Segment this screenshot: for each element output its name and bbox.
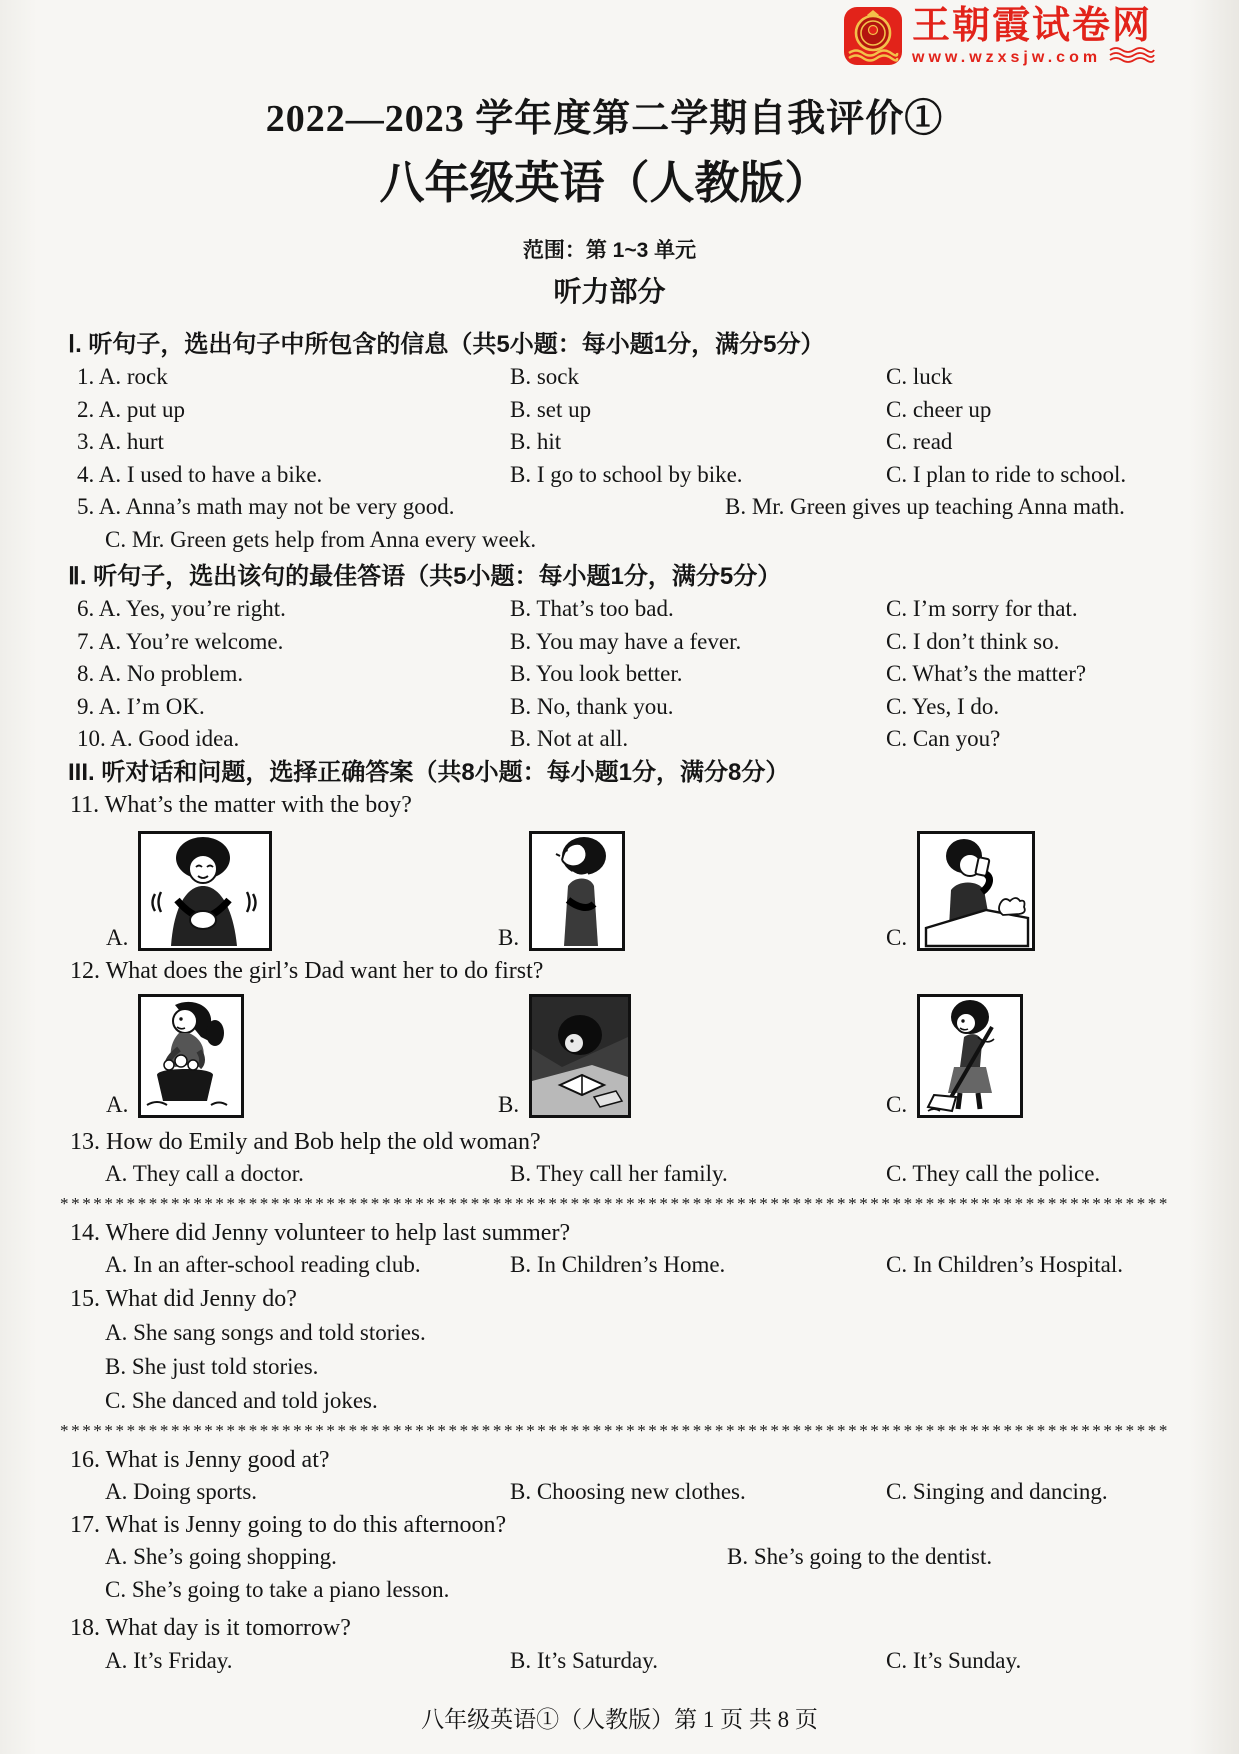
question-4-options (0, 459, 1239, 492)
question-16-options (0, 1476, 1239, 1509)
q11-figure-c (886, 831, 1035, 951)
q11-label-b: B. (498, 925, 520, 950)
question-17-options-ab (0, 1541, 1239, 1574)
question-12-pictures (0, 994, 1239, 1118)
q10-option-b: B. Not at all. (510, 726, 629, 751)
question-3-options (0, 426, 1239, 459)
q13-option-c: C. They call the police. (886, 1161, 1101, 1186)
q10-option-c: C. Can you? (886, 726, 1001, 751)
girl-sweeping-floor-icon (917, 994, 1023, 1118)
site-name: 王朝霞试卷网 (912, 5, 1153, 47)
boy-looking-up-sore-neck-icon (529, 831, 625, 951)
q2-option-c: C. cheer up (886, 396, 992, 422)
asterisk-separator: **************************************************************************************************** (60, 1193, 1170, 1213)
q11-figure-a (106, 831, 272, 951)
q4-option-c: C. I plan to ride to school. (886, 461, 1127, 487)
girl-doing-homework-icon (529, 994, 631, 1118)
brand-seal-icon (843, 6, 903, 73)
q14-option-b: B. In Children’s Home. (510, 1252, 726, 1277)
q1-option-c: C. luck (886, 364, 953, 389)
question-15-text: 15. What did Jenny do? (70, 1285, 297, 1312)
question-14-text: 14. Where did Jenny volunteer to help last summer? (70, 1219, 571, 1246)
q15-option-a: A. She sang songs and told stories. (105, 1319, 426, 1345)
wave-lines-icon (1108, 47, 1156, 68)
q8-option-c: C. What’s the matter? (886, 661, 1087, 686)
q12-label-a: A. (106, 1091, 129, 1117)
q8-option-a: 8. A. No problem. (77, 661, 244, 686)
q4-option-b: B. I go to school by bike. (510, 461, 743, 487)
question-14-options (0, 1249, 1239, 1282)
q17-option-a: A. She’s going shopping. (105, 1544, 337, 1569)
q5-option-c: C. Mr. Green gets help from Anna every week. (105, 526, 537, 552)
q17-option-b: B. She’s going to the dentist. (727, 1544, 993, 1569)
q16-option-b: B. Choosing new clothes. (510, 1479, 746, 1504)
q7-option-c: C. I don’t think so. (886, 628, 1060, 654)
q14-option-c: C. In Children’s Hospital. (886, 1252, 1124, 1277)
question-10-options (0, 723, 1239, 756)
q9-option-c: C. Yes, I do. (886, 693, 1000, 719)
q5-option-b: B. Mr. Green gives up teaching Anna math. (725, 494, 1125, 519)
q9-option-a: 9. A. I’m OK. (77, 693, 205, 719)
q13-option-b: B. They call her family. (510, 1161, 728, 1186)
q3-option-a: 3. A. hurt (77, 429, 164, 454)
q16-option-c: C. Singing and dancing. (886, 1479, 1108, 1504)
q12-label-b: B. (498, 1091, 520, 1117)
q12-figure-a (106, 994, 244, 1118)
q12-figure-c (886, 994, 1023, 1118)
question-18-text: 18. What day is it tomorrow? (70, 1615, 351, 1641)
question-2-options (0, 394, 1239, 427)
q5-option-a: 5. A. Anna’s math may not be very good. (77, 494, 455, 519)
question-8-options (0, 658, 1239, 691)
question-18-options (0, 1645, 1239, 1678)
q11-figure-b (498, 831, 625, 951)
question-13-text: 13. How do Emily and Bob help the old woman? (70, 1128, 541, 1155)
exam-subtitle: 八年级英语（人教版） (379, 158, 830, 208)
q9-option-b: B. No, thank you. (510, 693, 674, 719)
q15-option-c: C. She danced and told jokes. (105, 1387, 378, 1413)
q6-option-b: B. That’s too bad. (510, 596, 674, 621)
q17-option-c: C. She’s going to take a piano lesson. (105, 1576, 450, 1602)
question-11-pictures (0, 827, 1239, 951)
q6-option-a: 6. A. Yes, you’re right. (77, 596, 286, 621)
q2-option-a: 2. A. put up (77, 396, 185, 422)
question-17-text: 17. What is Jenny going to do this afternoon? (70, 1511, 507, 1538)
q8-option-b: B. You look better. (510, 661, 683, 686)
site-url: www.wzxsjw.com (912, 48, 1102, 66)
q16-option-a: A. Doing sports. (105, 1479, 258, 1504)
exam-scope: 范围：第 1~3 单元 (522, 239, 697, 262)
q11-label-c: C. (886, 925, 908, 950)
q11-label-a: A. (106, 925, 129, 950)
part2-heading: Ⅱ. 听句子，选出该句的最佳答语（共5小题：每小题1分，满分5分） (68, 563, 782, 590)
boy-holding-stomach-icon (138, 831, 272, 951)
boy-drinking-at-table-icon (917, 831, 1035, 951)
q7-option-a: 7. A. You’re welcome. (77, 628, 284, 654)
question-9-options (0, 691, 1239, 724)
q15-option-b: B. She just told stories. (105, 1353, 319, 1379)
question-11-text: 11. What’s the matter with the boy? (70, 791, 412, 818)
q18-option-c: C. It’s Sunday. (886, 1647, 1022, 1673)
q7-option-b: B. You may have a fever. (510, 628, 742, 654)
question-7-options (0, 626, 1239, 659)
q2-option-b: B. set up (510, 396, 592, 422)
q12-label-c: C. (886, 1091, 908, 1117)
q3-option-c: C. read (886, 429, 953, 454)
question-13-options (0, 1158, 1239, 1191)
q12-figure-b (498, 994, 631, 1118)
listening-section-heading: 听力部分 (553, 276, 666, 307)
q1-option-a: 1. A. rock (77, 364, 168, 389)
q3-option-b: B. hit (510, 429, 562, 454)
question-1-options (0, 361, 1239, 394)
q4-option-a: 4. A. I used to have a bike. (77, 461, 323, 487)
question-5-options-ab (0, 491, 1239, 524)
asterisk-separator-2: **************************************************************************************************** (60, 1420, 1170, 1440)
q13-option-a: A. They call a doctor. (105, 1161, 304, 1186)
q6-option-c: C. I’m sorry for that. (886, 596, 1078, 621)
q18-option-a: A. It’s Friday. (105, 1647, 233, 1673)
question-16-text: 16. What is Jenny good at? (70, 1446, 330, 1473)
page-footer: 八年级英语①（人教版）第 1 页 共 8 页 (421, 1707, 818, 1732)
girl-washing-clothes-icon (138, 994, 244, 1118)
exam-title: 2022—2023 学年度第二学期自我评价① (265, 98, 944, 140)
part3-heading: III. 听对话和问题，选择正确答案（共8小题：每小题1分，满分8分） (68, 758, 790, 786)
question-6-options (0, 593, 1239, 626)
q14-option-a: A. In an after-school reading club. (105, 1252, 421, 1277)
q1-option-b: B. sock (510, 364, 579, 389)
q10-option-a: 10. A. Good idea. (77, 726, 240, 751)
site-logo (843, 6, 1156, 73)
question-12-text: 12. What does the girl’s Dad want her to do first? (70, 958, 544, 984)
part1-heading: Ⅰ. 听句子，选出句子中所包含的信息（共5小题：每小题1分，满分5分） (68, 331, 825, 358)
q18-option-b: B. It’s Saturday. (510, 1647, 658, 1673)
